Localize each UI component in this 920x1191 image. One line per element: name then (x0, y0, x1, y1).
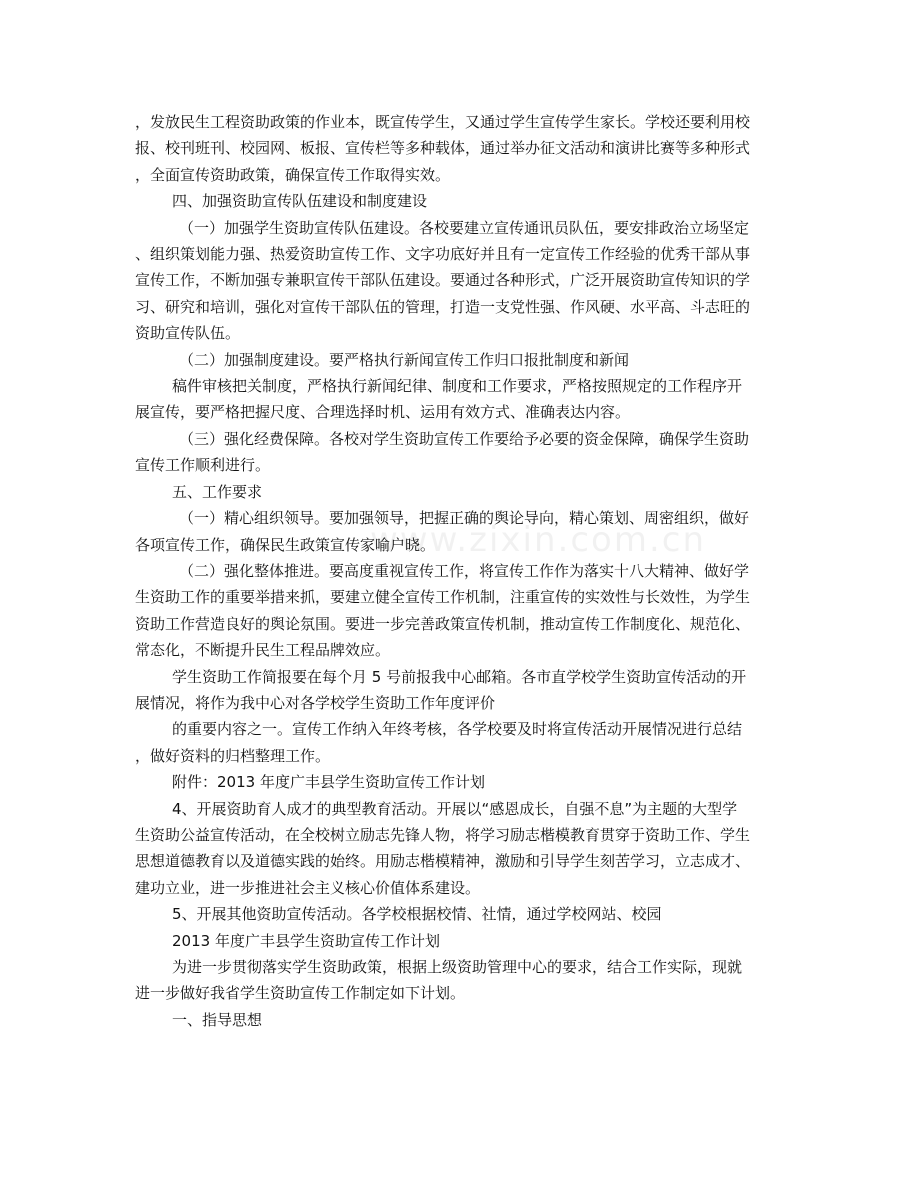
text-line: 思想道德教育以及道德实践的始终。用励志楷模精神，激励和引导学生刻苦学习，立志成才、 (135, 852, 751, 871)
text-line: 资助工作营造良好的舆论氛围。要进一步完善政策宣传机制，推动宣传工作制度化、规范化、 (135, 614, 751, 633)
text-line: ，发放民生工程资助政策的作业本，既宣传学生，又通过学生宣传学生家长。学校还要利用校 (135, 113, 751, 131)
text-line: 报、校刊班刊、校园网、板报、宣传栏等多种载体，通过举办征文活动和演讲比赛等多种形式 (135, 139, 751, 158)
text-line: 学生资助工作简报要在每个月 5 号前报我中心邮箱。各市直学校学生资助宣传活动的开 (172, 667, 747, 686)
text-line: 生资助工作的重要举措来抓，要建立健全宣传工作机制，注重宣传的实效性与长效性，为学生 (135, 588, 751, 607)
text-line: （二）强化整体推进。要高度重视宣传工作，将宣传工作作为落实十八大精神、做好学 (179, 561, 750, 580)
text-line: 各项宣传工作，确保民生政策宣传家喻户晓。 (135, 535, 436, 554)
text-line: 展情况，将作为我中心对各学校学生资助工作年度评价 (135, 693, 496, 712)
text-line: 习、研究和培训，强化对宣传干部队伍的管理，打造一支党性强、作风硬、水平高、斗志旺的 (135, 297, 751, 316)
text-line: 的重要内容之一。宣传工作纳入年终考核，各学校要及时将宣传活动开展情况进行总结 (172, 720, 743, 739)
text-line: （二）加强制度建设。要严格执行新闻宣传工作归口报批制度和新闻 (179, 350, 630, 369)
text-line: 宣传工作，不断加强专兼职宣传干部队伍建设。要通过各种形式，广泛开展资助宣传知识的学 (135, 271, 751, 290)
text-line: （三）强化经费保障。各校对学生资助宣传工作要给予必要的资金保障，确保学生资助 (179, 429, 750, 448)
section-heading: 五、工作要求 (172, 482, 263, 501)
text-line: 资助宣传队伍。 (135, 324, 241, 343)
text-line: 常态化，不断提升民生工程品牌效应。 (135, 641, 391, 660)
text-line: ，做好资料的归档整理工作。 (135, 746, 331, 765)
text-line: 进一步做好我省学生资助宣传工作制定如下计划。 (135, 984, 466, 1003)
section-heading: 四、加强资助宣传队伍建设和制度建设 (172, 192, 428, 211)
text-line: 建功立业，进一步推进社会主义核心价值体系建设。 (135, 878, 481, 897)
document-body (0, 109, 785, 1033)
watermark: www.zixin.com.cn (370, 520, 706, 560)
text-line: 宣传工作顺利进行。 (135, 456, 271, 475)
text-line: 5、开展其他资助宣传活动。各学校根据校情、社情，通过学校网站、校园 (172, 905, 662, 924)
text-line: （一）精心组织领导。要加强领导，把握正确的舆论导向，精心策划、周密组织，做好 (179, 509, 750, 528)
text-line: ，全面宣传资助政策，确保宣传工作取得实效。 (135, 165, 451, 184)
text-line: （一）加强学生资助宣传队伍建设。各校要建立宣传通讯员队伍，要安排政治立场坚定 (179, 218, 750, 237)
text-line: 稿件审核把关制度，严格执行新闻纪律、制度和工作要求，严格按照规定的工作程序开 (172, 377, 743, 396)
text-line: 为进一步贯彻落实学生资助政策，根据上级资助管理中心的要求，结合工作实际，现就 (172, 958, 743, 976)
text-line: 展宣传，要严格把握尺度、合理选择时机、运用有效方式、准确表达内容。 (135, 403, 631, 422)
attachment-line: 附件：2013 年度广丰县学生资助宣传工作计划 (172, 773, 485, 792)
section-heading: 一、指导思想 (172, 1010, 263, 1029)
text-line: 4、开展资助育人成才的典型教育活动。开展以“感恩成长，自强不息”为主题的大型学 (172, 799, 738, 818)
text-line: 生资助公益宣传活动，在全校树立励志先锋人物，将学习励志楷模教育贯穿于资助工作、学生 (135, 825, 751, 844)
text-line: 、组织策划能力强、热爱资助宣传工作、文字功底好并且有一定宣传工作经验的优秀干部从事 (135, 245, 751, 264)
plan-title: 2013 年度广丰县学生资助宣传工作计划 (172, 931, 440, 950)
